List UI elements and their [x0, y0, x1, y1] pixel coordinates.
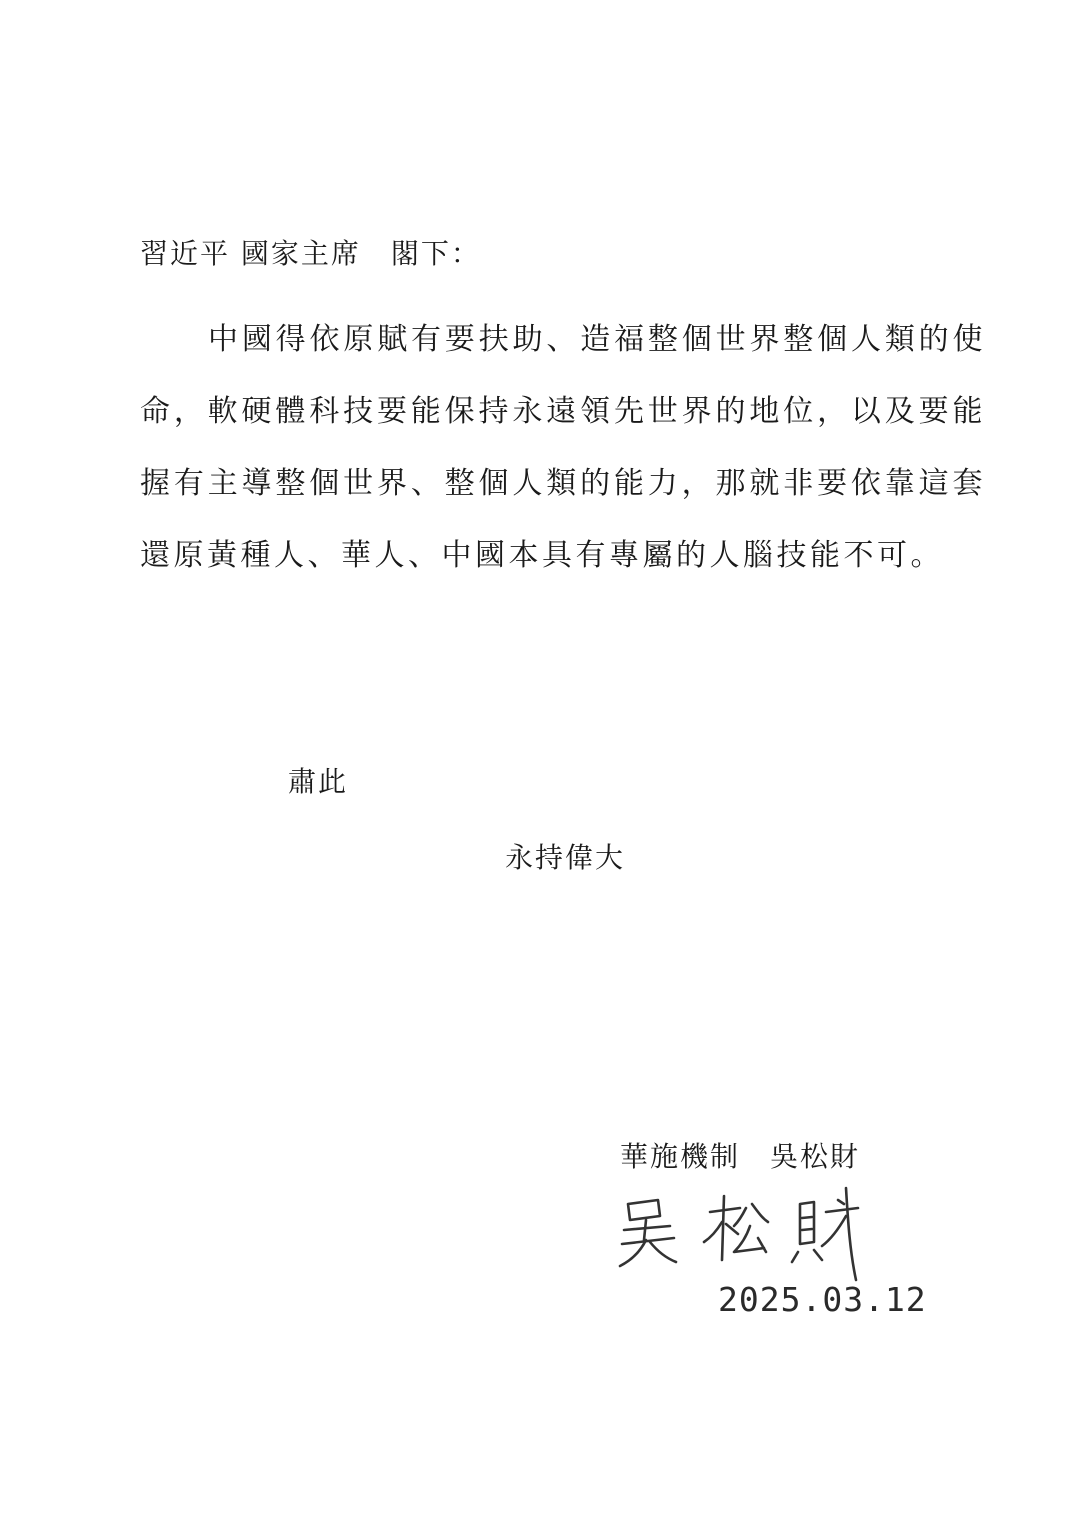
- closing-line-2: 永持偉大: [505, 841, 626, 874]
- handwritten-signature: [600, 1182, 890, 1282]
- letter-date: 2025.03.12: [718, 1280, 927, 1319]
- closing-line-1: 肅此: [288, 765, 349, 798]
- letter-body: 中國得依原賦有要扶助、造福整個世界整個人類的使命，軟硬體科技要能保持永遠領先世界的地位，以及要能握有主導整個世界、整個人類的能力，那就非要依靠這套還原黃種人、華人、中國本具有專屬的人腦技能不可。: [140, 322, 986, 573]
- salutation: 習近平 國家主席 閣下：: [140, 237, 481, 270]
- sender-name: 華施機制 吳松財: [620, 1140, 861, 1173]
